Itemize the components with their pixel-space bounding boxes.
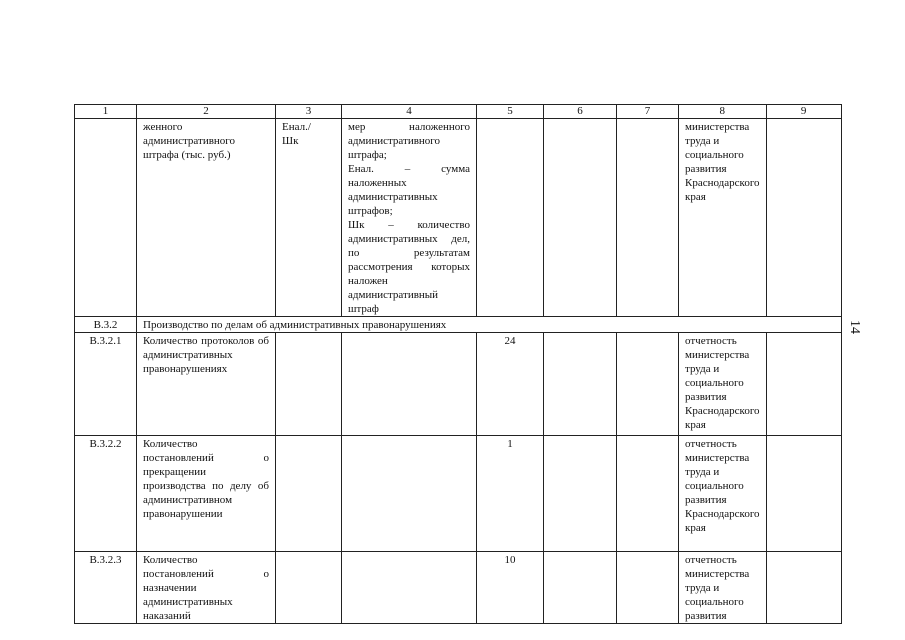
code-cell: В.3.2.1 xyxy=(75,333,137,436)
header-cell: 9 xyxy=(766,105,841,119)
table-cell xyxy=(544,333,617,436)
table-cell xyxy=(342,333,477,436)
table-row xyxy=(75,436,842,552)
table-cell xyxy=(766,552,841,624)
source-cell: министерства труда и социального развития Краснодарского края xyxy=(679,119,767,317)
table-cell xyxy=(544,119,617,317)
table-cell xyxy=(766,333,841,436)
table-cell xyxy=(617,436,679,552)
table-cell xyxy=(342,552,477,624)
code-cell: В.3.2.2 xyxy=(75,436,137,552)
table-cell xyxy=(544,436,617,552)
value-cell: 24 xyxy=(477,333,544,436)
table-cell xyxy=(276,333,342,436)
table-cell xyxy=(617,333,679,436)
source-cell: отчетность министерства труда и социального развития xyxy=(679,552,767,624)
table-row xyxy=(75,333,842,436)
table-cell xyxy=(766,436,841,552)
report-table xyxy=(74,104,842,624)
table-cell xyxy=(617,552,679,624)
table-cell xyxy=(342,436,477,552)
code-cell xyxy=(75,119,137,317)
indicator-name-cell: Количество постановлений о прекращении производства по делу об административном правонарушении xyxy=(137,436,276,552)
indicator-name-cell: Количество постановлений о назначении административных наказаний xyxy=(137,552,276,624)
table-cell xyxy=(766,119,841,317)
header-cell: 7 xyxy=(617,105,679,119)
value-cell: 1 xyxy=(477,436,544,552)
header-cell: 5 xyxy=(477,105,544,119)
header-cell: 4 xyxy=(342,105,477,119)
section-code: В.3.2 xyxy=(75,317,137,333)
table-cell xyxy=(276,552,342,624)
section-title: Производство по делам об административных правонарушениях xyxy=(137,317,842,333)
table-cell xyxy=(544,552,617,624)
source-cell: отчетность министерства труда и социального развития Краснодарского края xyxy=(679,436,767,552)
table-cell xyxy=(617,119,679,317)
formula-description-cell: мер наложенного административного штрафа; Енал. – сумма наложенных административных штрафов; Шк – количество административных дел, по результатам рассмотрения которых наложен административный штраф xyxy=(342,119,477,317)
header-cell: 6 xyxy=(544,105,617,119)
section-row xyxy=(75,317,842,333)
header-row xyxy=(75,105,842,119)
table-row xyxy=(75,119,842,317)
header-cell: 2 xyxy=(137,105,276,119)
indicator-name-cell: женного административного штрафа (тыс. руб.) xyxy=(137,119,276,317)
value-cell: 10 xyxy=(477,552,544,624)
code-cell: В.3.2.3 xyxy=(75,552,137,624)
value-cell xyxy=(477,119,544,317)
indicator-name-cell: Количество протоколов об административных правонарушениях xyxy=(137,333,276,436)
header-cell: 8 xyxy=(679,105,767,119)
table-cell xyxy=(276,436,342,552)
formula-cell: Енал./ Шк xyxy=(276,119,342,317)
table-row xyxy=(75,552,842,624)
page-number: 14 xyxy=(847,320,862,334)
source-cell: отчетность министерства труда и социального развития Краснодарского края xyxy=(679,333,767,436)
header-cell: 1 xyxy=(75,105,137,119)
header-cell: 3 xyxy=(276,105,342,119)
